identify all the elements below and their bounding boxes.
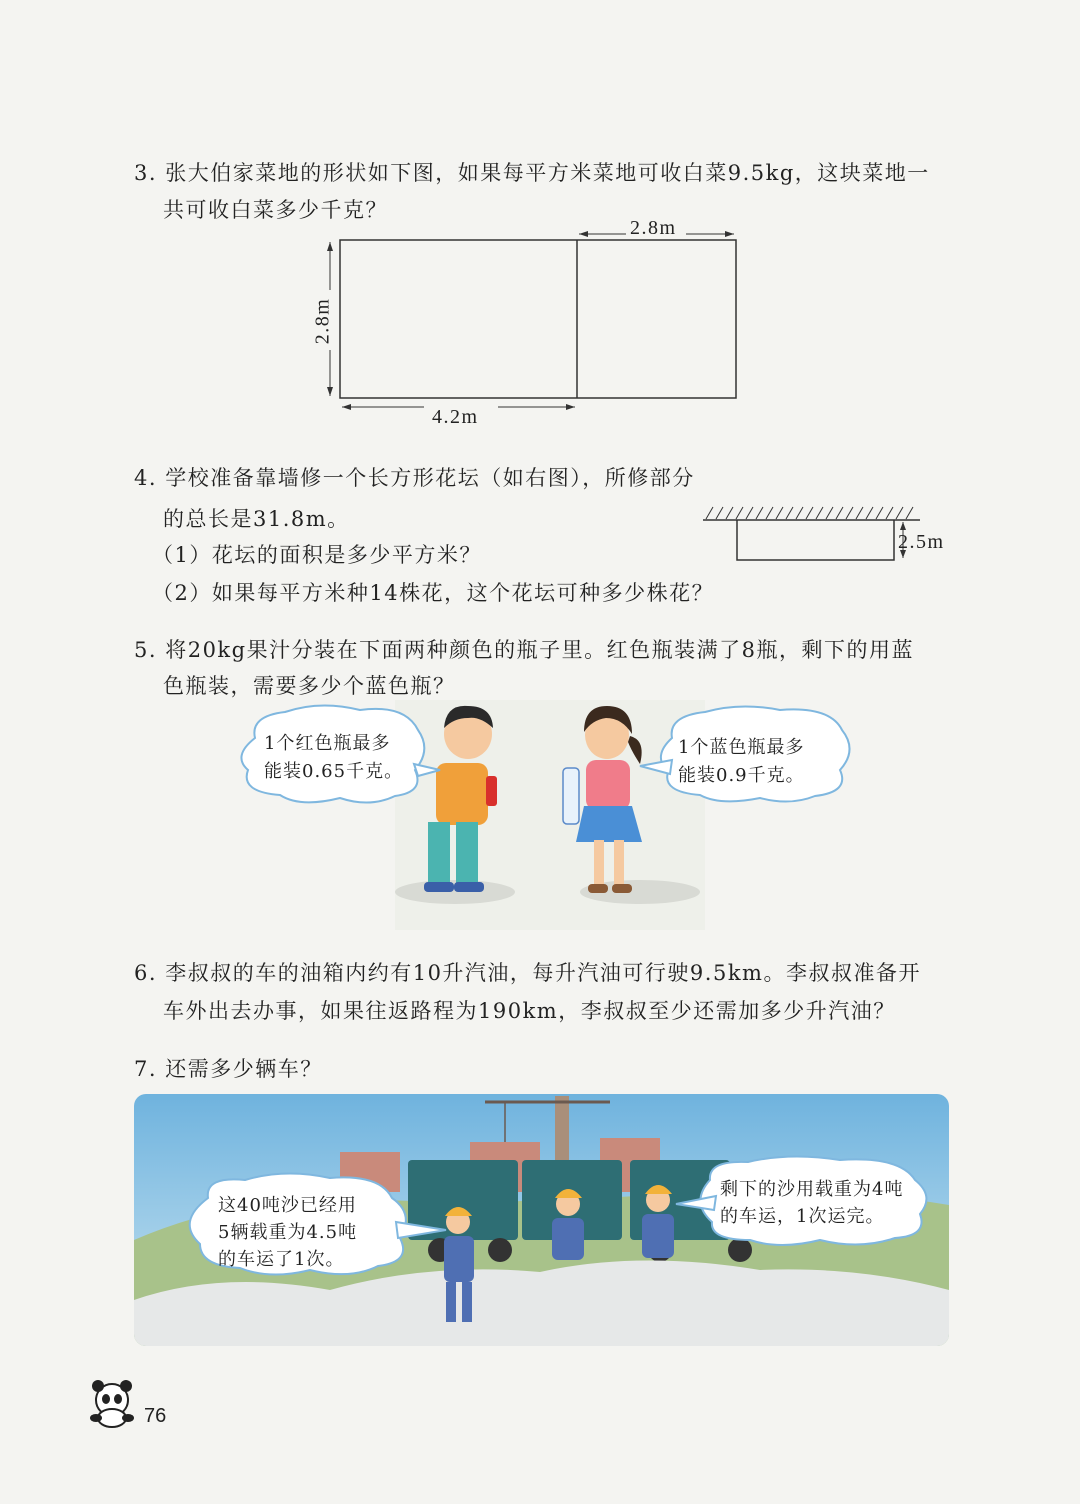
q4-flowerbed-diagram xyxy=(703,507,920,560)
q6-line1: 6. 李叔叔的车的油箱内约有10升汽油，每升汽油可行驶9.5km。李叔叔准备开 xyxy=(134,961,921,985)
q4-subquestion-1: （1）花坛的面积是多少平方米？ xyxy=(152,543,482,567)
q4-subquestion-2: （2）如果每平方米种14株花，这个花坛可种多少株花？ xyxy=(152,581,715,605)
q5-left-bubble-line2: 能装0.65千克。 xyxy=(264,761,404,782)
q7-left-bubble-line1: 这40吨沙已经用 xyxy=(218,1195,357,1216)
q4-height-label: 2.5m xyxy=(898,531,945,553)
q7-right-bubble-line2: 的车运，1次运完。 xyxy=(720,1206,885,1227)
q5-line1: 5. 将20kg果汁分装在下面两种颜色的瓶子里。红色瓶装满了8瓶，剩下的用蓝 xyxy=(134,638,914,662)
q7-left-bubble-line2: 5辆载重为4.5吨 xyxy=(218,1222,358,1243)
q7-left-bubble-line3: 的车运了1次。 xyxy=(218,1249,345,1270)
panda-icon xyxy=(90,1380,134,1427)
q6-line2: 车外出去办事，如果往返路程为190km，李叔叔至少还需加多少升汽油？ xyxy=(163,999,896,1023)
q7-line1: 7. 还需多少辆车？ xyxy=(134,1057,323,1081)
q3-line1: 3. 张大伯家菜地的形状如下图，如果每平方米菜地可收白菜9.5kg，这块菜地一 xyxy=(134,161,930,185)
q3-top-dimension-label: 2.8m xyxy=(630,217,677,239)
q3-left-dimension-label: 2.8m xyxy=(311,297,334,345)
q4-line1: 4. 学校准备靠墙修一个长方形花坛（如右图），所修部分 xyxy=(134,466,695,490)
q3-line2: 共可收白菜多少千克？ xyxy=(163,198,388,222)
page-number: 76 xyxy=(144,1405,167,1427)
q5-left-bubble-line1: 1个红色瓶最多 xyxy=(264,733,391,754)
q3-bottom-dimension-label: 4.2m xyxy=(432,406,479,428)
q5-right-bubble-line2: 能装0.9千克。 xyxy=(678,765,805,786)
q7-right-bubble-line1: 剩下的沙用载重为4吨 xyxy=(720,1179,904,1200)
q4-line2: 的总长是31.8m。 xyxy=(163,507,350,531)
q5-right-bubble-line1: 1个蓝色瓶最多 xyxy=(678,737,805,758)
q5-line2: 色瓶装，需要多少个蓝色瓶？ xyxy=(163,674,456,698)
